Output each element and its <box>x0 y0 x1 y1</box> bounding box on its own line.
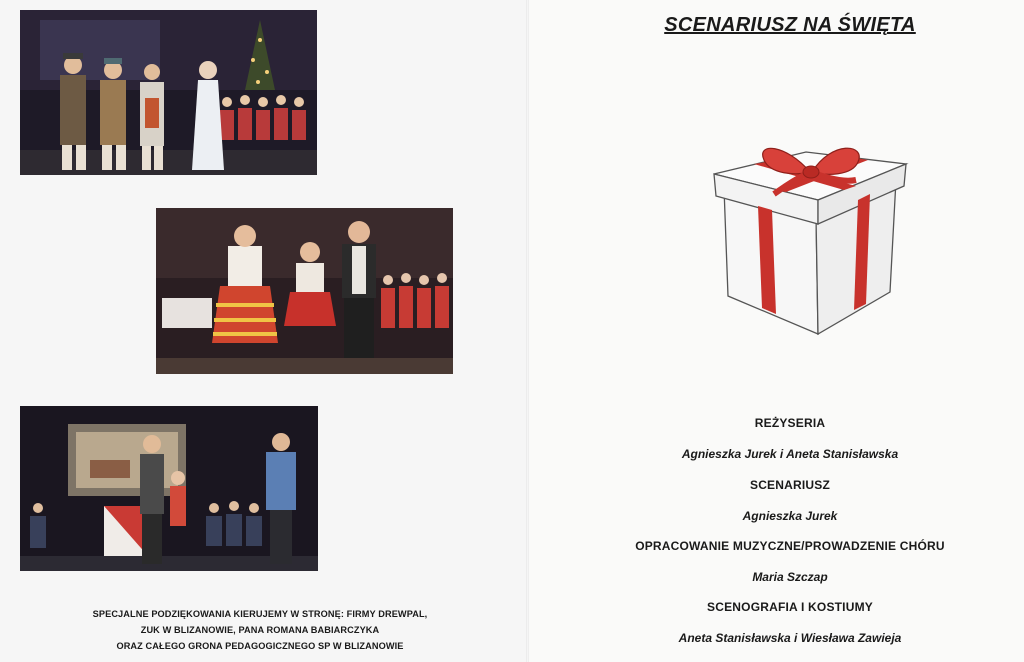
acknowledgements-line-1: SPECJALNE PODZIĘKOWANIA KIERUJEMY W STRONĘ: FIRMY DREWPAL, <box>92 609 428 619</box>
credit-role-scenography: SCENOGRAFIA I KOSTIUMY <box>707 600 873 614</box>
acknowledgements-line-2: ZUK W BLIZANOWIE, PANA ROMANA BABIARCZYKA <box>140 625 380 635</box>
credit-person-scenography: Aneta Stanisławska i Wiesława Zawieja <box>678 631 902 645</box>
gift-box-icon <box>706 124 912 340</box>
credit-role-script: SCENARIUSZ <box>749 478 830 492</box>
photo-shepherds-and-angel <box>20 10 317 175</box>
photo-presenters-with-screen <box>20 406 318 571</box>
credit-person-directing: Agnieszka Jurek i Aneta Stanisławska <box>681 447 899 461</box>
acknowledgements-line-3: ORAZ CAŁEGO GRONA PEDAGOGICZNEGO SP W BLIZANOWIE <box>116 641 404 651</box>
page-fold <box>526 0 529 662</box>
credit-person-music: Maria Szczap <box>752 570 828 584</box>
credit-person-script: Agnieszka Jurek <box>742 509 838 523</box>
credit-role-directing: REŻYSERIA <box>754 416 826 430</box>
credit-role-music: OPRACOWANIE MUZYCZNE/PROWADZENIE CHÓRU <box>635 539 945 553</box>
photo-folk-costume-singers <box>156 208 453 374</box>
document-title: SCENARIUSZ NA ŚWIĘTA <box>664 14 916 36</box>
acknowledgements <box>60 606 460 654</box>
